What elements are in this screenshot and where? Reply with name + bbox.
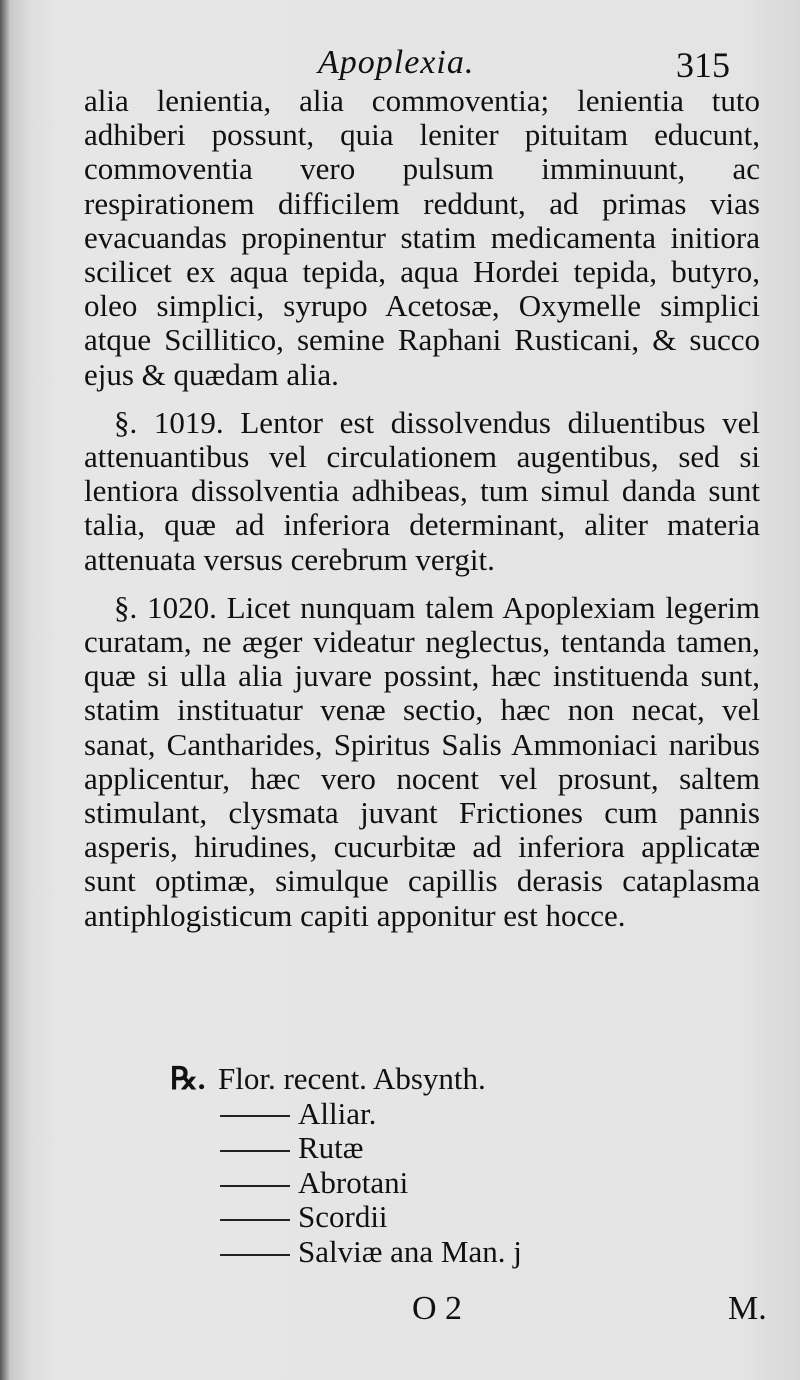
ditto-dash [220, 1150, 290, 1152]
recipe-first-ingredient: Flor. recent. Absynth. [218, 1061, 486, 1096]
recipe-symbol-icon: ℞. [170, 1061, 206, 1096]
ditto-dash [220, 1115, 290, 1117]
recipe-item [170, 1166, 730, 1201]
page-footer [0, 1290, 800, 1330]
recipe-item-label: Scordii [298, 1199, 388, 1235]
page-number: 315 [676, 45, 730, 85]
catchword: M. [728, 1290, 767, 1327]
signature-mark: O 2 [412, 1290, 463, 1327]
ditto-dash [220, 1185, 290, 1187]
paragraph-1019: §. 1019. Lentor est dissolvendus diluentibus vel attenuantibus vel circulationem augentibus, sed si lentiora dissolventia adhibeas, tum simul danda sunt talia, quæ ad inferiora determinant, aliter materia attenuata versus cerebrum vergit. [84, 404, 760, 577]
paragraph-1020: §. 1020. Licet nunquam talem Apoplexiam legerim curatam, ne æger videatur neglectus, tentanda tamen, quæ si ulla alia juvare possint, hæc instituenda sunt, statim instituatur venæ sectio, hæc non necat, vel sanat, Cantharides, Spiritus Salis Ammoniaci naribus applicentur, hæc vero nocent vel prosunt, saltem stimulant, clysmata juvant Frictiones cum pannis asperis, hirudines, cucurbitæ ad inferiora applicatæ sunt optimæ, simulque capillis derasis cataplasma antiphlogisticum capiti apponitur est hocce. [84, 589, 760, 933]
recipe-block [170, 1062, 730, 1270]
recipe-item [170, 1235, 730, 1270]
ditto-dash [220, 1254, 290, 1256]
ditto-dash [220, 1219, 290, 1221]
book-spine-shadow [0, 0, 10, 1380]
recipe-item [170, 1097, 730, 1132]
recipe-item-label: Alliar. [298, 1095, 377, 1131]
recipe-first-line [170, 1062, 730, 1097]
recipe-item-label: Salviæ ana Man. j [298, 1233, 522, 1269]
recipe-item-label: Rutæ [298, 1130, 364, 1166]
running-head: Apoplexia. [318, 44, 475, 81]
recipe-item [170, 1200, 730, 1235]
paragraph-continuation: alia lenientia, alia commoventia; lenientia tuto adhiberi possunt, quia leniter pituitam educunt, commoventia vero pulsum imminuunt, ac respirationem difficilem reddunt, ad primas vias evacuandas propinentur statim medicamenta initiora scilicet ex aqua tepida, aqua Hordei tepida, butyro, oleo simplici, syrupo Acetosæ, Oxymelle simplici atque Scillitico, semine Raphani Rusticani, & succo ejus & quædam alia. [84, 83, 760, 392]
recipe-item-label: Abrotani [298, 1164, 409, 1200]
recipe-item [170, 1131, 730, 1166]
body-text [84, 84, 760, 933]
